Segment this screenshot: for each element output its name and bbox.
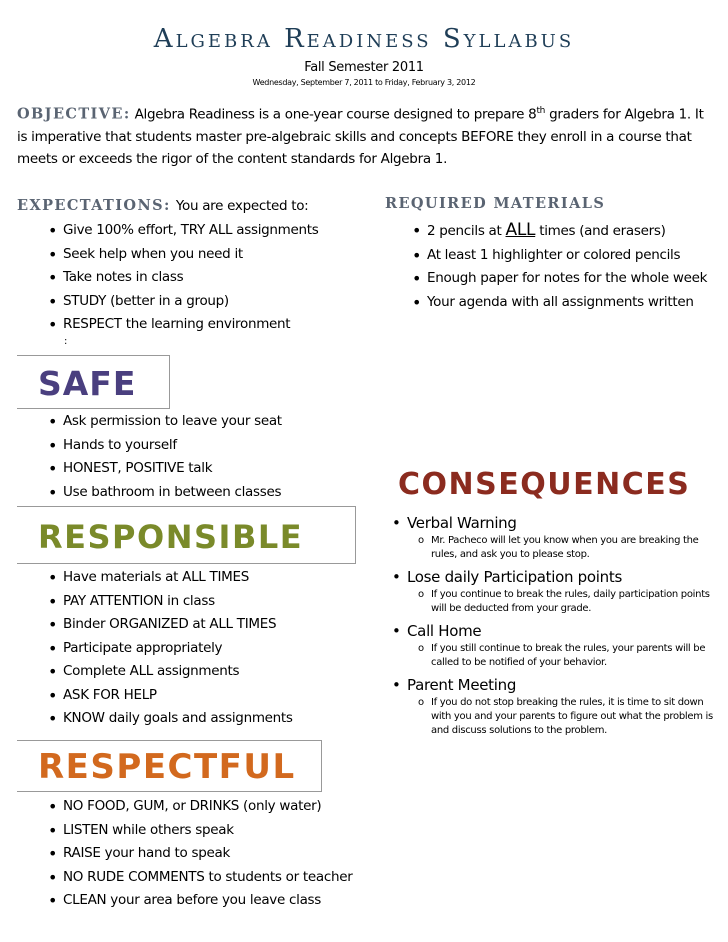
respectful-heading: RESPECTFUL: [38, 747, 296, 787]
list-item: • At least 1 highlighter or colored pencils: [405, 244, 707, 268]
materials-first-before: 2 pencils at: [427, 223, 506, 239]
semester-label: Fall Semester 2011: [304, 60, 424, 75]
objective-paragraph: [17, 100, 707, 170]
responsible-heading: RESPONSIBLE: [38, 518, 304, 556]
objective-label: OBJECTIVE:: [17, 105, 131, 123]
list-item: • Have materials at ALL TIMES: [41, 566, 293, 590]
expectations-intro: You are expected to:: [175, 198, 309, 214]
expectations-label: EXPECTATIONS:: [17, 197, 171, 214]
date-range: Wednesday, September 7, 2011 to Friday, February 3, 2012: [252, 78, 476, 87]
list-item: • NO RUDE COMMENTS to students or teacher: [41, 866, 352, 890]
list-item: • Hands to yourself: [41, 434, 282, 458]
list-item: • Seek help when you need it: [41, 243, 319, 267]
list-item: • Give 100% effort, TRY ALL assignments: [41, 219, 319, 243]
list-item: • Your agenda with all assignments written: [405, 291, 707, 315]
list-item: • RAISE your hand to speak: [41, 842, 352, 866]
list-item: • Use bathroom in between classes: [41, 481, 282, 505]
consequence-detail: o If you still continue to break the rules, your parents will be called to be notified of your behavior.: [390, 642, 715, 670]
list-item: • ASK FOR HELP: [41, 684, 293, 708]
list-item: • STUDY (better in a group): [41, 290, 319, 314]
syllabus-title: Algebra Readiness Syllabus: [153, 24, 575, 54]
objective-text-start: Algebra Readiness is a one-year course designed to prepare 8: [134, 106, 537, 123]
respectful-list: [41, 795, 352, 913]
list-item: • Binder ORGANIZED at ALL TIMES: [41, 613, 293, 637]
safe-heading: SAFE: [38, 364, 137, 403]
safe-list: [41, 410, 282, 504]
materials-first-emphasis: ALL: [505, 220, 536, 240]
consequence-step: • Parent Meeting: [390, 674, 715, 696]
materials-heading: REQUIRED MATERIALS: [385, 195, 606, 212]
materials-first-after: times (and erasers): [535, 223, 666, 239]
objective-text-end: graders for Algebra 1. It is imperative that students master pre-algebraic skills and concepts BEFORE they enroll in a course that meets or exceeds the rigor of the content standards for Algebra 1.: [17, 106, 704, 167]
list-item: • Ask permission to leave your seat: [41, 410, 282, 434]
list-item: • LISTEN while others speak: [41, 819, 352, 843]
consequences-heading: CONSEQUENCES: [398, 467, 691, 502]
consequence-step: • Lose daily Participation points: [390, 566, 715, 588]
list-item: • Complete ALL assignments: [41, 660, 293, 684]
list-item: • Participate appropriately: [41, 637, 293, 661]
list-item: [405, 219, 707, 244]
consequence-step: • Call Home: [390, 620, 715, 642]
consequence-step: • Verbal Warning: [390, 512, 715, 534]
list-item: • HONEST, POSITIVE talk: [41, 457, 282, 481]
list-item: • RESPECT the learning environment: [41, 313, 319, 337]
list-item: • Take notes in class: [41, 266, 319, 290]
responsible-list: [41, 566, 293, 731]
list-item: • NO FOOD, GUM, or DRINKS (only water): [41, 795, 352, 819]
list-item: • CLEAN your area before you leave class: [41, 889, 352, 913]
expectations-heading: [17, 195, 308, 214]
consequence-detail: o Mr. Pacheco will let you know when you are breaking the rules, and ask you to please stop.: [390, 534, 715, 562]
materials-list: [405, 219, 707, 314]
trailing-colon: :: [64, 336, 68, 347]
consequences-list: [390, 512, 715, 742]
objective-superscript: th: [536, 106, 546, 116]
consequence-detail: o If you continue to break the rules, daily participation points will be deducted from your grade.: [390, 588, 715, 616]
list-item: • PAY ATTENTION in class: [41, 590, 293, 614]
consequence-detail: o If you do not stop breaking the rules, it is time to sit down with you and your parents to figure out what the problem is and discuss solutions to the problem.: [390, 696, 715, 738]
list-item: • Enough paper for notes for the whole week: [405, 267, 707, 291]
expectations-list: [41, 219, 319, 337]
list-item: • KNOW daily goals and assignments: [41, 707, 293, 731]
